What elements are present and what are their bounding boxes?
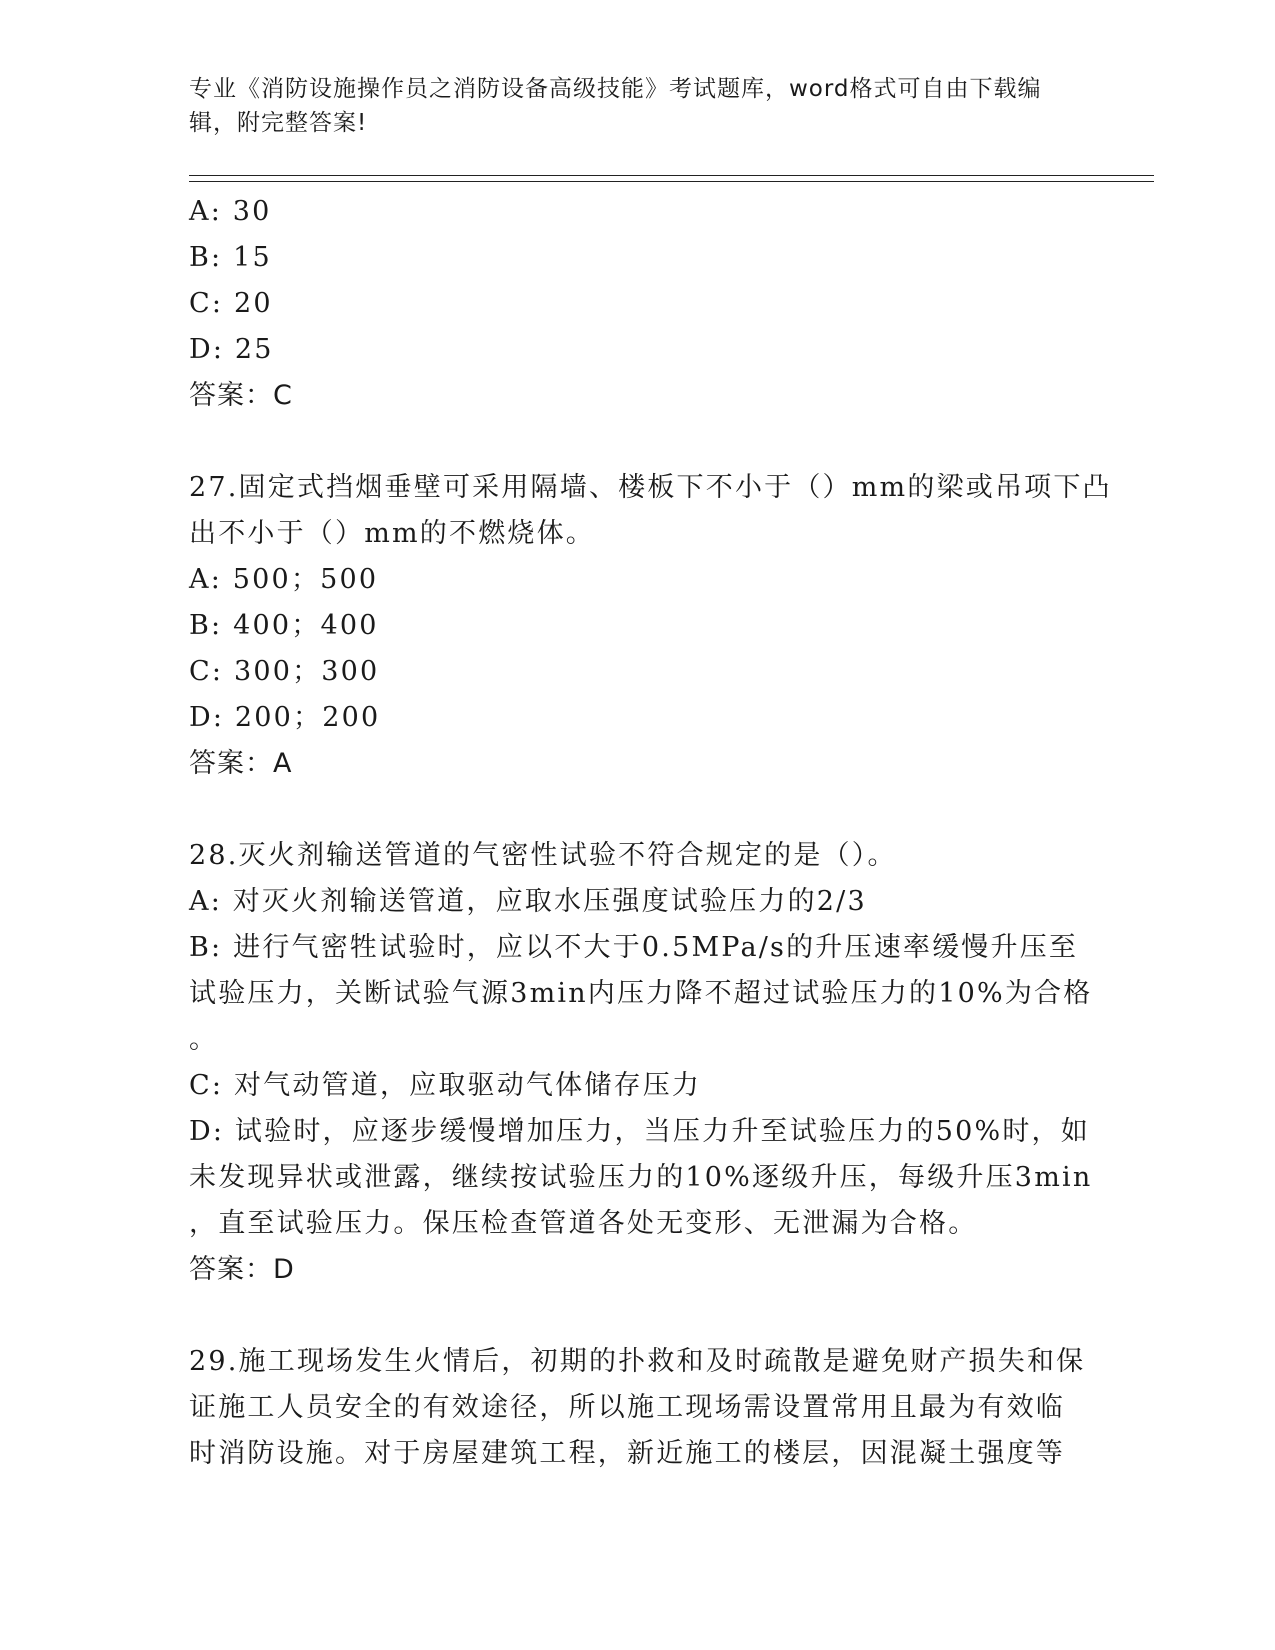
q29-stem-line-2: 证施工人员安全的有效途径，所以施工现场需设置常用且最为有效临 [189, 1392, 1065, 1423]
spacer [189, 419, 1089, 465]
q28-option-d-line-3: ，直至试验压力。保压检查管道各处无变形、无泄漏为合格。 [189, 1208, 978, 1239]
q28-stem: 28.灭火剂输送管道的气密性试验不符合规定的是（）。 [189, 840, 897, 871]
q27-stem-line-1: 27.固定式挡烟垂壁可采用隔墙、楼板下不小于（）mm的梁或吊项下凸 [189, 472, 1112, 503]
question-content [189, 189, 1112, 1477]
q29-stem-line-1: 29.施工现场发生火情后，初期的扑救和及时疏散是避免财产损失和保 [189, 1346, 1086, 1377]
header-rule-top [189, 175, 1154, 176]
document-header [189, 72, 1089, 140]
q26-answer: 答案：C [189, 380, 293, 411]
q28-option-b-line-2: 试验压力，关断试验气源3min内压力降不超过试验压力的10%为合格 [189, 978, 1093, 1009]
header-line-2: 辑，附完整答案! [189, 110, 368, 136]
q28-option-d-line-1: D: 试验时，应逐步缓慢增加压力，当压力升至试验压力的50%时，如 [189, 1116, 1090, 1147]
q28-option-a: A: 对灭火剂输送管道，应取水压强度试验压力的2/3 [189, 886, 867, 917]
spacer [189, 1293, 1089, 1339]
q27-stem-line-2: 出不小于（）mm的不燃烧体。 [189, 518, 596, 549]
question-28-block [189, 833, 1093, 1293]
q27-option-d: D: 200；200 [189, 702, 381, 733]
q28-option-b-line-3: 。 [189, 1024, 219, 1055]
q27-option-a: A: 500；500 [189, 564, 379, 595]
q28-option-c: C: 对气动管道，应取驱动气体储存压力 [189, 1070, 702, 1101]
q27-option-b: B: 400；400 [189, 610, 379, 641]
q26-option-b: B: 15 [189, 242, 272, 273]
question-26-block [189, 189, 1089, 419]
q28-option-d-line-2: 未发现异状或泄露，继续按试验压力的10%逐级升压，每级升压3min [189, 1162, 1093, 1193]
header-line-1: 专业《消防设施操作员之消防设备高级技能》考试题库，word格式可自由下载编 [189, 76, 1042, 102]
question-27-block [189, 465, 1112, 787]
q26-option-c: C: 20 [189, 288, 273, 319]
question-29-block [189, 1339, 1089, 1477]
q26-option-d: D: 25 [189, 334, 274, 365]
q29-stem-line-3: 时消防设施。对于房屋建筑工程，新近施工的楼层，因混凝土强度等 [189, 1438, 1065, 1469]
q28-answer: 答案：D [189, 1254, 295, 1285]
header-rule-bottom [189, 181, 1154, 182]
q27-option-c: C: 300；300 [189, 656, 380, 687]
q28-option-b-line-1: B: 进行气密牲试验时，应以不大于0.5MPa/s的升压速率缓慢升压至 [189, 932, 1079, 963]
q26-option-a: A: 30 [189, 196, 272, 227]
q27-answer: 答案：A [189, 748, 293, 779]
spacer [189, 787, 1089, 833]
